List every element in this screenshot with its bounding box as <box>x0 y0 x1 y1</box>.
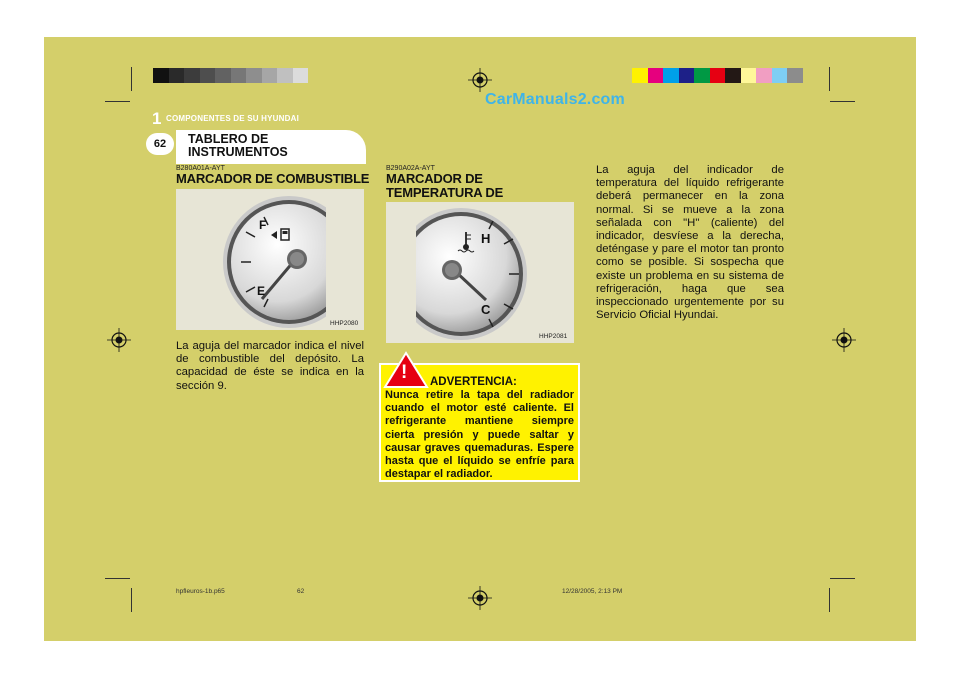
temp-gauge-icon <box>386 202 574 343</box>
color-swatch <box>632 68 648 83</box>
crop-mark <box>105 101 130 102</box>
color-swatch <box>756 68 772 83</box>
color-swatch <box>679 68 695 83</box>
color-swatch <box>787 68 803 83</box>
registration-mark-icon <box>468 68 492 92</box>
grayscale-color-bar <box>153 68 308 83</box>
color-swatch <box>663 68 679 83</box>
fuel-heading: MARCADOR DE COMBUSTIBLE <box>176 171 370 186</box>
chapter-number: 1 <box>152 109 162 128</box>
crop-mark <box>830 578 855 579</box>
color-swatch <box>648 68 664 83</box>
registration-mark-icon <box>832 328 856 352</box>
crop-mark <box>829 67 830 91</box>
temp-section-code: B290A02A-AYT <box>386 165 435 172</box>
warning-symbol: ! <box>401 362 408 383</box>
crop-mark <box>131 67 132 91</box>
fuel-gauge-empty-label: E <box>257 284 266 298</box>
footer-timestamp: 12/28/2005, 2:13 PM <box>562 588 623 595</box>
color-swatch <box>246 68 262 83</box>
temp-body-text: La aguja del indicador de temperatura del líquido refrigerante deberá permanecer en la zona normal. Si se mueve a la zona señalada con "H" (caliente) del indicador, desvíese a la derecha, deténgase y pare el motor tan pronto como se posible. Si sospecha que existe un problema en su sistema de refrigeración, haga que sea inspeccionado urgentemente por su Servicio Oficial Hyundai. <box>596 164 784 322</box>
fuel-image-code: HHP2080 <box>330 320 359 327</box>
crop-mark <box>829 588 830 612</box>
warning-title: ADVERTENCIA: <box>430 376 517 388</box>
registration-mark-icon <box>468 586 492 610</box>
footer-file: hpfleuros-1b.p65 <box>176 588 225 595</box>
crop-mark <box>131 588 132 612</box>
fuel-body-text: La aguja del marcador indica el nivel de combustible del depósito. La capacidad de éste se indica en la sección 9. <box>176 340 364 392</box>
temp-image-code: HHP2081 <box>539 333 568 340</box>
temp-gauge-figure <box>386 202 574 343</box>
section-title: TABLERO DE INSTRUMENTOS <box>188 132 288 159</box>
color-swatch <box>725 68 741 83</box>
color-swatch <box>741 68 757 83</box>
fuel-gauge-figure <box>176 189 364 330</box>
footer-page: 62 <box>297 588 305 595</box>
page-number: 62 <box>146 133 174 155</box>
color-swatch <box>153 68 169 83</box>
color-swatch <box>277 68 293 83</box>
crop-mark <box>830 101 855 102</box>
color-swatch <box>169 68 185 83</box>
color-swatch <box>262 68 278 83</box>
color-swatch <box>710 68 726 83</box>
watermark[interactable]: CarManuals2.com <box>485 91 625 108</box>
warning-text: Nunca retire la tapa del radiador cuando el motor esté caliente. El refrigerante mantiene siempre cierta presión y puede saltar y causar graves quemaduras. Espere hasta que el líquido se enfríe para destapar el radiador. <box>385 389 574 481</box>
process-color-bar <box>632 68 803 83</box>
color-swatch <box>184 68 200 83</box>
chapter-title: COMPONENTES DE SU HYUNDAI <box>166 114 300 123</box>
crop-mark <box>105 578 130 579</box>
color-swatch <box>231 68 247 83</box>
fuel-section-code: B280A01A-AYT <box>176 165 225 172</box>
temp-gauge-cold-label: C <box>481 302 491 317</box>
color-swatch <box>215 68 231 83</box>
color-swatch <box>694 68 710 83</box>
color-swatch <box>200 68 216 83</box>
registration-mark-icon <box>107 328 131 352</box>
temp-gauge-hot-label: H <box>481 231 491 246</box>
fuel-gauge-full-label: F <box>259 218 267 232</box>
color-swatch <box>772 68 788 83</box>
temp-heading: MARCADOR DE TEMPERATURA DE <box>386 171 504 200</box>
color-swatch <box>293 68 309 83</box>
fuel-gauge-icon <box>176 189 364 330</box>
